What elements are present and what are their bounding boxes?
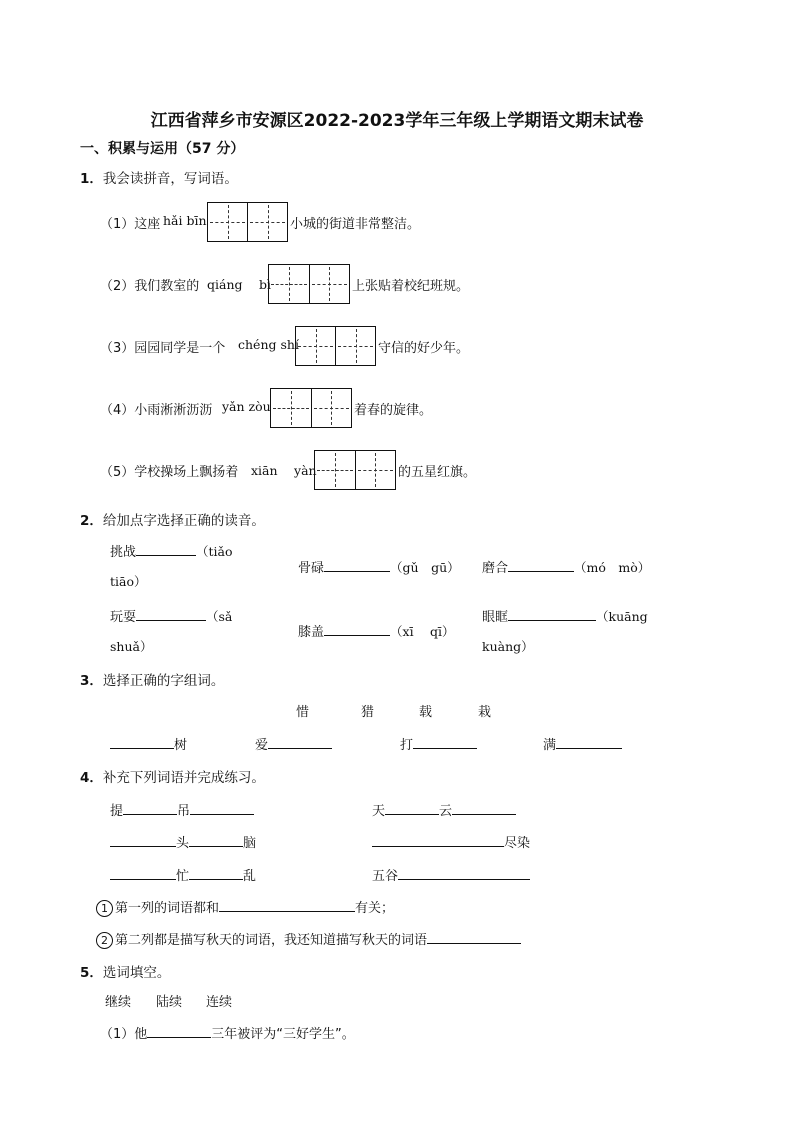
q1-item-1-post: 小城的街道非常整洁。 — [290, 217, 421, 232]
q4-left-2: 头 脑 — [110, 832, 256, 851]
answer-blank[interactable] — [324, 621, 390, 636]
answer-blank[interactable] — [136, 541, 196, 556]
q4-sub-2: 2 第二列都是描写秋天的词语，我还知道描写秋天的词语 — [96, 929, 521, 949]
q1-item-5-pre: （5）学校操场上飘扬着 — [100, 465, 239, 480]
q1-item-4-post: 着春的旋律。 — [354, 403, 433, 418]
question-2-prompt: 2．给加点字选择正确的读音。 — [80, 513, 265, 529]
circled-number-2: 2 — [96, 932, 113, 949]
q1-item-1-pre: （1）这座 — [100, 217, 161, 232]
q2-item-4-cont: shuǎ） — [110, 639, 153, 654]
answer-grid-1[interactable] — [207, 202, 288, 242]
q2-item-3: 磨合 （mó mò） — [482, 557, 650, 576]
q3-blank-1: 树 — [110, 734, 187, 753]
answer-blank[interactable] — [508, 557, 574, 572]
q4-left-3: 忙 乱 — [110, 865, 256, 884]
q2-item-1-cont: tiāo） — [110, 574, 147, 589]
q3-blank-4: 满 — [543, 734, 622, 753]
q2-item-6-cont: kuàng） — [482, 639, 534, 654]
q3-char-4: 栽 — [478, 705, 492, 720]
question-5-prompt: 5．选词填空。 — [80, 965, 171, 981]
q1-item-3-pre: （3）园园同学是一个 — [100, 341, 226, 356]
q1-item-5-pinyin: xiān yàn — [251, 463, 317, 478]
q1-item-4-pinyin: yǎn zòu — [222, 399, 271, 414]
q2-item-1: 挑战 （tiǎo — [110, 541, 233, 560]
answer-grid-4[interactable] — [270, 388, 352, 428]
q4-right-3: 五谷 — [372, 865, 530, 884]
question-1-prompt: 1．我会读拼音，写词语。 — [80, 171, 238, 187]
q2-item-2: 骨碌 （gǔ gū） — [298, 557, 460, 576]
answer-grid-5[interactable] — [314, 450, 396, 490]
q2-item-6: 眼眶 （kuāng — [482, 606, 648, 625]
q1-item-3-post: 守信的好少年。 — [378, 341, 470, 356]
q2-item-4: 玩耍 （sǎ — [110, 606, 232, 625]
q5-word-3: 连续 — [206, 995, 233, 1010]
q4-sub-1: 1 第一列的词语都和 有关； — [96, 897, 394, 917]
answer-blank[interactable] — [508, 606, 596, 621]
q1-item-1-pinyin: hǎi bīn — [163, 213, 207, 228]
q2-item-5: 膝盖 （xī qī） — [298, 621, 455, 640]
answer-grid-3[interactable] — [295, 326, 376, 366]
q1-item-2-post: 上张贴着校纪班规。 — [352, 279, 470, 294]
q5-item-1: （1）他 三年被评为“三好学生”。 — [100, 1023, 355, 1042]
q5-word-1: 继续 — [105, 995, 132, 1010]
q1-item-3-pinyin: chéng shí — [238, 337, 299, 352]
q3-char-3: 载 — [419, 705, 433, 720]
q4-left-1: 提 吊 — [110, 800, 254, 819]
q1-item-2-pinyin: qiáng bì — [207, 277, 271, 292]
answer-blank[interactable] — [136, 606, 206, 621]
q3-char-2: 猎 — [361, 705, 375, 720]
question-3-prompt: 3．选择正确的字组词。 — [80, 673, 225, 689]
q4-right-1: 天 云 — [372, 800, 516, 819]
answer-grid-2[interactable] — [268, 264, 350, 304]
q3-char-1: 惜 — [296, 705, 310, 720]
q4-right-2: 尽染 — [372, 832, 530, 851]
q1-item-2-pre: （2）我们教室的 — [100, 279, 200, 294]
question-4-prompt: 4．补充下列词语并完成练习。 — [80, 770, 265, 786]
circled-number-1: 1 — [96, 900, 113, 917]
q5-word-2: 陆续 — [156, 995, 183, 1010]
q3-blank-3: 打 — [400, 734, 477, 753]
q3-blank-2: 爱 — [255, 734, 332, 753]
page-title: 江西省萍乡市安源区2022-2023学年三年级上学期语文期末试卷 — [150, 111, 644, 131]
section-heading: 一、积累与运用（57 分） — [80, 141, 245, 157]
answer-blank[interactable] — [324, 557, 390, 572]
q1-item-5-post: 的五星红旗。 — [398, 465, 477, 480]
q1-item-4-pre: （4）小雨淅淅沥沥 — [100, 403, 213, 418]
